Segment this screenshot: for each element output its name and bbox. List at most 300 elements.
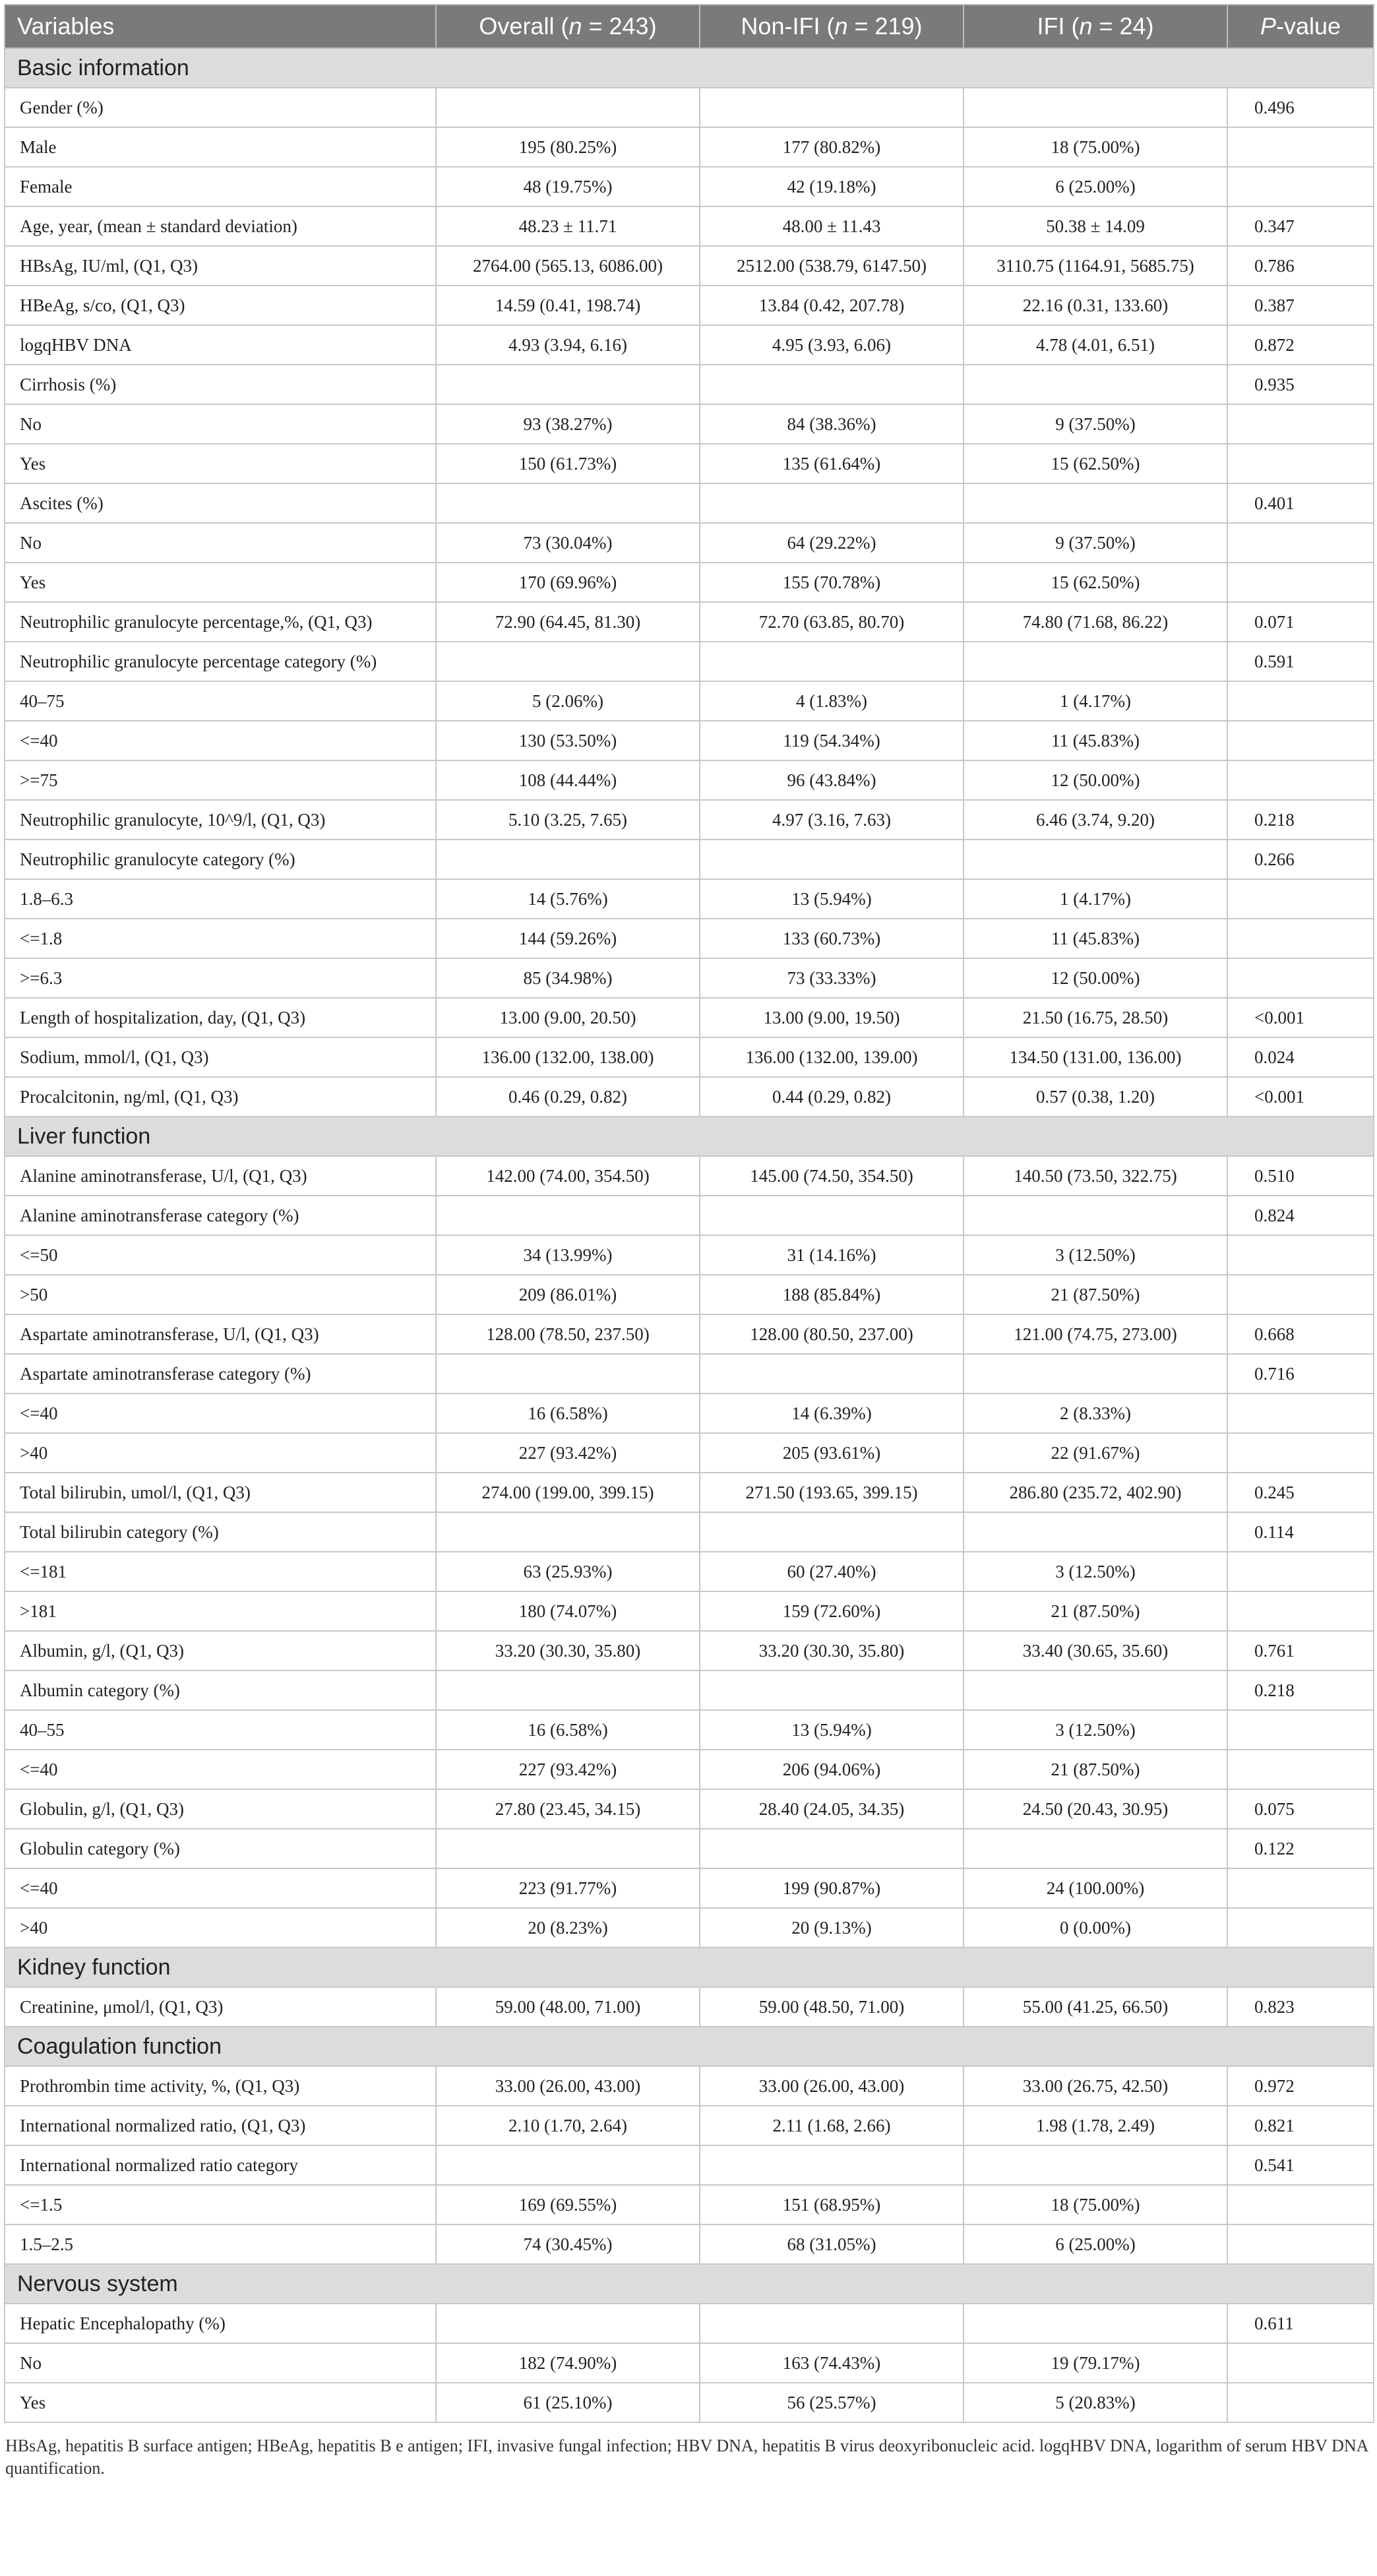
- non-ifi-cell: 33.00 (26.00, 43.00): [700, 2066, 964, 2106]
- pvalue-cell: 0.972: [1227, 2066, 1374, 2106]
- variable-cell: Total bilirubin category (%): [5, 1512, 436, 1552]
- header-overall-pre: Overall (: [479, 13, 569, 40]
- non-ifi-cell: [700, 2304, 964, 2343]
- variable-cell: Prothrombin time activity, %, (Q1, Q3): [5, 2066, 436, 2106]
- table-row: [5, 1394, 1374, 1433]
- pvalue-cell: [1227, 523, 1374, 563]
- ifi-cell: [964, 1354, 1227, 1394]
- variable-cell: No: [5, 523, 436, 563]
- pvalue-cell: 0.716: [1227, 1354, 1374, 1394]
- ifi-cell: 24 (100.00%): [964, 1868, 1227, 1908]
- table-row: [5, 1591, 1374, 1631]
- header-non-ifi-post: = 219): [847, 13, 923, 40]
- overall-cell: 136.00 (132.00, 138.00): [436, 1037, 700, 1077]
- overall-cell: 227 (93.42%): [436, 1750, 700, 1789]
- non-ifi-cell: 13 (5.94%): [700, 879, 964, 919]
- overall-cell: 20 (8.23%): [436, 1908, 700, 1947]
- header-ifi-n: n: [1079, 13, 1093, 40]
- variable-cell: Gender (%): [5, 88, 436, 127]
- ifi-cell: [964, 642, 1227, 681]
- pvalue-cell: 0.024: [1227, 1037, 1374, 1077]
- overall-cell: 180 (74.07%): [436, 1591, 700, 1631]
- pvalue-cell: 0.496: [1227, 88, 1374, 127]
- table-row: [5, 246, 1374, 286]
- header-overall-post: = 243): [582, 13, 657, 40]
- pvalue-cell: 0.824: [1227, 1196, 1374, 1235]
- pvalue-cell: 0.114: [1227, 1512, 1374, 1552]
- non-ifi-cell: 96 (43.84%): [700, 760, 964, 800]
- table-row: [5, 840, 1374, 879]
- ifi-cell: [964, 2145, 1227, 2185]
- non-ifi-cell: 42 (19.18%): [700, 167, 964, 206]
- ifi-cell: 12 (50.00%): [964, 958, 1227, 998]
- table-body: [5, 48, 1374, 2422]
- non-ifi-cell: 151 (68.95%): [700, 2185, 964, 2224]
- variable-cell: Neutrophilic granulocyte percentage,%, (Q1, Q3): [5, 602, 436, 642]
- non-ifi-cell: 271.50 (193.65, 399.15): [700, 1473, 964, 1512]
- non-ifi-cell: 133 (60.73%): [700, 919, 964, 958]
- overall-cell: [436, 1671, 700, 1710]
- variable-cell: <=50: [5, 1235, 436, 1275]
- non-ifi-cell: 59.00 (48.50, 71.00): [700, 1987, 964, 2027]
- table-row: [5, 286, 1374, 325]
- non-ifi-cell: 4.95 (3.93, 6.06): [700, 325, 964, 365]
- overall-cell: 33.00 (26.00, 43.00): [436, 2066, 700, 2106]
- variable-cell: 1.5–2.5: [5, 2224, 436, 2264]
- ifi-cell: 55.00 (41.25, 66.50): [964, 1987, 1227, 2027]
- overall-cell: [436, 2304, 700, 2343]
- section-header-row: [5, 1947, 1374, 1987]
- ifi-cell: [964, 1196, 1227, 1235]
- overall-cell: 274.00 (199.00, 399.15): [436, 1473, 700, 1512]
- non-ifi-cell: [700, 1196, 964, 1235]
- ifi-cell: 0 (0.00%): [964, 1908, 1227, 1947]
- non-ifi-cell: 0.44 (0.29, 0.82): [700, 1077, 964, 1117]
- table-row: [5, 1829, 1374, 1868]
- overall-cell: [436, 483, 700, 523]
- header-variables: Variables: [5, 5, 436, 48]
- pvalue-cell: [1227, 2383, 1374, 2422]
- ifi-cell: 15 (62.50%): [964, 444, 1227, 483]
- pvalue-cell: [1227, 1908, 1374, 1947]
- table-row: [5, 1235, 1374, 1275]
- pvalue-cell: 0.935: [1227, 365, 1374, 404]
- non-ifi-cell: 188 (85.84%): [700, 1275, 964, 1314]
- overall-cell: 142.00 (74.00, 354.50): [436, 1156, 700, 1196]
- non-ifi-cell: 2.11 (1.68, 2.66): [700, 2106, 964, 2145]
- variable-cell: <=40: [5, 1394, 436, 1433]
- overall-cell: 14.59 (0.41, 198.74): [436, 286, 700, 325]
- ifi-cell: 6 (25.00%): [964, 2224, 1227, 2264]
- pvalue-cell: 0.245: [1227, 1473, 1374, 1512]
- overall-cell: 150 (61.73%): [436, 444, 700, 483]
- overall-cell: 227 (93.42%): [436, 1433, 700, 1473]
- non-ifi-cell: 13.00 (9.00, 19.50): [700, 998, 964, 1037]
- ifi-cell: [964, 1671, 1227, 1710]
- header-overall-n: n: [568, 13, 582, 40]
- pvalue-cell: 0.347: [1227, 206, 1374, 246]
- non-ifi-cell: [700, 840, 964, 879]
- non-ifi-cell: 84 (38.36%): [700, 404, 964, 444]
- non-ifi-cell: [700, 1354, 964, 1394]
- overall-cell: 14 (5.76%): [436, 879, 700, 919]
- non-ifi-cell: 33.20 (30.30, 35.80): [700, 1631, 964, 1671]
- variable-cell: Yes: [5, 444, 436, 483]
- ifi-cell: 1 (4.17%): [964, 681, 1227, 721]
- overall-cell: 61 (25.10%): [436, 2383, 700, 2422]
- variable-cell: Female: [5, 167, 436, 206]
- overall-cell: 93 (38.27%): [436, 404, 700, 444]
- non-ifi-cell: 206 (94.06%): [700, 1750, 964, 1789]
- non-ifi-cell: 119 (54.34%): [700, 721, 964, 760]
- table-row: [5, 404, 1374, 444]
- pvalue-cell: [1227, 2224, 1374, 2264]
- variable-cell: >40: [5, 1433, 436, 1473]
- overall-cell: 34 (13.99%): [436, 1235, 700, 1275]
- variable-cell: Albumin, g/l, (Q1, Q3): [5, 1631, 436, 1671]
- table-row: [5, 127, 1374, 167]
- header-non-ifi: [700, 5, 964, 48]
- non-ifi-cell: 64 (29.22%): [700, 523, 964, 563]
- header-pvalue-p: P: [1260, 13, 1276, 40]
- variable-cell: Globulin category (%): [5, 1829, 436, 1868]
- non-ifi-cell: 199 (90.87%): [700, 1868, 964, 1908]
- table-row: [5, 1156, 1374, 1196]
- table-row: [5, 365, 1374, 404]
- pvalue-cell: [1227, 1868, 1374, 1908]
- table-row: [5, 1314, 1374, 1354]
- overall-cell: 108 (44.44%): [436, 760, 700, 800]
- ifi-cell: 11 (45.83%): [964, 721, 1227, 760]
- ifi-cell: 21 (87.50%): [964, 1275, 1227, 1314]
- pvalue-cell: 0.821: [1227, 2106, 1374, 2145]
- table-row: [5, 2145, 1374, 2185]
- header-ifi-post: = 24): [1092, 13, 1154, 40]
- overall-cell: 16 (6.58%): [436, 1710, 700, 1750]
- non-ifi-cell: 48.00 ± 11.43: [700, 206, 964, 246]
- overall-cell: [436, 840, 700, 879]
- header-non-ifi-pre: Non-IFI (: [741, 13, 835, 40]
- non-ifi-cell: 73 (33.33%): [700, 958, 964, 998]
- variable-cell: logqHBV DNA: [5, 325, 436, 365]
- non-ifi-cell: [700, 88, 964, 127]
- section-header-row: [5, 2027, 1374, 2066]
- table-row: [5, 1196, 1374, 1235]
- pvalue-cell: [1227, 1433, 1374, 1473]
- table-row: [5, 998, 1374, 1037]
- non-ifi-cell: 145.00 (74.50, 354.50): [700, 1156, 964, 1196]
- pvalue-cell: 0.510: [1227, 1156, 1374, 1196]
- ifi-cell: 19 (79.17%): [964, 2343, 1227, 2383]
- overall-cell: 128.00 (78.50, 237.50): [436, 1314, 700, 1354]
- ifi-cell: 3 (12.50%): [964, 1235, 1227, 1275]
- ifi-cell: [964, 1512, 1227, 1552]
- pvalue-cell: [1227, 404, 1374, 444]
- variable-cell: Alanine aminotransferase category (%): [5, 1196, 436, 1235]
- pvalue-cell: 0.611: [1227, 2304, 1374, 2343]
- ifi-cell: 134.50 (131.00, 136.00): [964, 1037, 1227, 1077]
- table-row: [5, 1987, 1374, 2027]
- overall-cell: 0.46 (0.29, 0.82): [436, 1077, 700, 1117]
- pvalue-cell: 0.122: [1227, 1829, 1374, 1868]
- non-ifi-cell: 28.40 (24.05, 34.35): [700, 1789, 964, 1829]
- pvalue-cell: 0.218: [1227, 1671, 1374, 1710]
- variable-cell: <=40: [5, 1868, 436, 1908]
- ifi-cell: 286.80 (235.72, 402.90): [964, 1473, 1227, 1512]
- pvalue-cell: [1227, 1394, 1374, 1433]
- pvalue-cell: 0.761: [1227, 1631, 1374, 1671]
- pvalue-cell: [1227, 1235, 1374, 1275]
- ifi-cell: 140.50 (73.50, 322.75): [964, 1156, 1227, 1196]
- ifi-cell: 22.16 (0.31, 133.60): [964, 286, 1227, 325]
- table-footnote: HBsAg, hepatitis B surface antigen; HBeAg, hepatitis B e antigen; IFI, invasive fungal infection; HBV DNA, hepatitis B virus deoxyribonucleic acid. logqHBV DNA, logarithm of serum HBV DNA quantification.: [5, 2436, 1368, 2478]
- overall-cell: [436, 88, 700, 127]
- non-ifi-cell: 4 (1.83%): [700, 681, 964, 721]
- section-header-row: [5, 2264, 1374, 2304]
- non-ifi-cell: [700, 483, 964, 523]
- variable-cell: Aspartate aminotransferase category (%): [5, 1354, 436, 1394]
- overall-cell: 85 (34.98%): [436, 958, 700, 998]
- table-row: [5, 563, 1374, 602]
- pvalue-cell: [1227, 879, 1374, 919]
- overall-cell: 4.93 (3.94, 6.16): [436, 325, 700, 365]
- pvalue-cell: 0.786: [1227, 246, 1374, 286]
- header-row: [5, 5, 1374, 48]
- header-ifi-pre: IFI (: [1037, 13, 1080, 40]
- ifi-cell: 3 (12.50%): [964, 1710, 1227, 1750]
- pvalue-cell: [1227, 1552, 1374, 1591]
- overall-cell: 48.23 ± 11.71: [436, 206, 700, 246]
- table-row: [5, 1433, 1374, 1473]
- ifi-cell: 12 (50.00%): [964, 760, 1227, 800]
- variable-cell: <=1.5: [5, 2185, 436, 2224]
- ifi-cell: 6 (25.00%): [964, 167, 1227, 206]
- ifi-cell: 3 (12.50%): [964, 1552, 1227, 1591]
- variable-cell: No: [5, 2343, 436, 2383]
- variable-cell: International normalized ratio category: [5, 2145, 436, 2185]
- variable-cell: Sodium, mmol/l, (Q1, Q3): [5, 1037, 436, 1077]
- non-ifi-cell: 159 (72.60%): [700, 1591, 964, 1631]
- non-ifi-cell: 136.00 (132.00, 139.00): [700, 1037, 964, 1077]
- ifi-cell: 4.78 (4.01, 6.51): [964, 325, 1227, 365]
- ifi-cell: 0.57 (0.38, 1.20): [964, 1077, 1227, 1117]
- table-row: [5, 800, 1374, 840]
- table-row: [5, 2304, 1374, 2343]
- table-row: [5, 1750, 1374, 1789]
- ifi-cell: [964, 1829, 1227, 1868]
- header-non-ifi-n: n: [834, 13, 848, 40]
- variable-cell: <=40: [5, 1750, 436, 1789]
- overall-cell: 63 (25.93%): [436, 1552, 700, 1591]
- table-row: [5, 1354, 1374, 1394]
- non-ifi-cell: 14 (6.39%): [700, 1394, 964, 1433]
- non-ifi-cell: 2512.00 (538.79, 6147.50): [700, 246, 964, 286]
- non-ifi-cell: [700, 2145, 964, 2185]
- overall-cell: [436, 642, 700, 681]
- table-row: [5, 919, 1374, 958]
- variable-cell: 40–55: [5, 1710, 436, 1750]
- overall-cell: [436, 1354, 700, 1394]
- non-ifi-cell: 163 (74.43%): [700, 2343, 964, 2383]
- variable-cell: Yes: [5, 563, 436, 602]
- overall-cell: [436, 1512, 700, 1552]
- table-row: [5, 1077, 1374, 1117]
- variable-cell: >40: [5, 1908, 436, 1947]
- ifi-cell: 9 (37.50%): [964, 404, 1227, 444]
- table-row: [5, 721, 1374, 760]
- variable-cell: Procalcitonin, ng/ml, (Q1, Q3): [5, 1077, 436, 1117]
- ifi-cell: 18 (75.00%): [964, 2185, 1227, 2224]
- variable-cell: <=181: [5, 1552, 436, 1591]
- overall-cell: 5 (2.06%): [436, 681, 700, 721]
- non-ifi-cell: 135 (61.64%): [700, 444, 964, 483]
- pvalue-cell: [1227, 681, 1374, 721]
- overall-cell: 182 (74.90%): [436, 2343, 700, 2383]
- pvalue-cell: [1227, 1750, 1374, 1789]
- pvalue-cell: 0.071: [1227, 602, 1374, 642]
- ifi-cell: 6.46 (3.74, 9.20): [964, 800, 1227, 840]
- pvalue-cell: 0.591: [1227, 642, 1374, 681]
- pvalue-cell: [1227, 1710, 1374, 1750]
- overall-cell: 73 (30.04%): [436, 523, 700, 563]
- overall-cell: 27.80 (23.45, 34.15): [436, 1789, 700, 1829]
- pvalue-cell: 0.823: [1227, 1987, 1374, 2027]
- table-row: [5, 2185, 1374, 2224]
- non-ifi-cell: 177 (80.82%): [700, 127, 964, 167]
- non-ifi-cell: 31 (14.16%): [700, 1235, 964, 1275]
- table-row: [5, 1908, 1374, 1947]
- non-ifi-cell: 128.00 (80.50, 237.00): [700, 1314, 964, 1354]
- table-row: [5, 325, 1374, 365]
- overall-cell: 59.00 (48.00, 71.00): [436, 1987, 700, 2027]
- section-header-row: [5, 1117, 1374, 1156]
- variable-cell: Albumin category (%): [5, 1671, 436, 1710]
- pvalue-cell: 0.218: [1227, 800, 1374, 840]
- overall-cell: 2.10 (1.70, 2.64): [436, 2106, 700, 2145]
- non-ifi-cell: 13.84 (0.42, 207.78): [700, 286, 964, 325]
- overall-cell: 33.20 (30.30, 35.80): [436, 1631, 700, 1671]
- ifi-cell: 21 (87.50%): [964, 1591, 1227, 1631]
- ifi-cell: [964, 483, 1227, 523]
- pvalue-cell: [1227, 1275, 1374, 1314]
- pvalue-cell: [1227, 2343, 1374, 2383]
- non-ifi-cell: 205 (93.61%): [700, 1433, 964, 1473]
- overall-cell: [436, 365, 700, 404]
- variable-cell: Yes: [5, 2383, 436, 2422]
- non-ifi-cell: [700, 365, 964, 404]
- ifi-cell: 2 (8.33%): [964, 1394, 1227, 1433]
- pvalue-cell: [1227, 444, 1374, 483]
- table-row: [5, 879, 1374, 919]
- ifi-cell: 9 (37.50%): [964, 523, 1227, 563]
- overall-cell: [436, 1196, 700, 1235]
- table-row: [5, 602, 1374, 642]
- table-row: [5, 1037, 1374, 1077]
- ifi-cell: 15 (62.50%): [964, 563, 1227, 602]
- table-row: [5, 681, 1374, 721]
- table-row: [5, 1473, 1374, 1512]
- variable-cell: Ascites (%): [5, 483, 436, 523]
- table-row: [5, 167, 1374, 206]
- variable-cell: 1.8–6.3: [5, 879, 436, 919]
- variable-cell: HBsAg, IU/ml, (Q1, Q3): [5, 246, 436, 286]
- non-ifi-cell: 56 (25.57%): [700, 2383, 964, 2422]
- variable-cell: HBeAg, s/co, (Q1, Q3): [5, 286, 436, 325]
- header-pvalue-post: -value: [1275, 13, 1341, 40]
- ifi-cell: 24.50 (20.43, 30.95): [964, 1789, 1227, 1829]
- table-row: [5, 1275, 1374, 1314]
- pvalue-cell: [1227, 2185, 1374, 2224]
- overall-cell: 5.10 (3.25, 7.65): [436, 800, 700, 840]
- section-header-row: [5, 48, 1374, 88]
- non-ifi-cell: [700, 1829, 964, 1868]
- variable-cell: >=6.3: [5, 958, 436, 998]
- pvalue-cell: [1227, 958, 1374, 998]
- ifi-cell: [964, 840, 1227, 879]
- variable-cell: Neutrophilic granulocyte percentage category (%): [5, 642, 436, 681]
- section-title: Coagulation function: [5, 2027, 1374, 2066]
- overall-cell: 144 (59.26%): [436, 919, 700, 958]
- ifi-cell: 1 (4.17%): [964, 879, 1227, 919]
- ifi-cell: 33.00 (26.75, 42.50): [964, 2066, 1227, 2106]
- ifi-cell: 121.00 (74.75, 273.00): [964, 1314, 1227, 1354]
- table-row: [5, 444, 1374, 483]
- overall-cell: 2764.00 (565.13, 6086.00): [436, 246, 700, 286]
- ifi-cell: 21 (87.50%): [964, 1750, 1227, 1789]
- overall-cell: 223 (91.77%): [436, 1868, 700, 1908]
- overall-cell: 209 (86.01%): [436, 1275, 700, 1314]
- variable-cell: Creatinine, μmol/l, (Q1, Q3): [5, 1987, 436, 2027]
- variable-cell: >50: [5, 1275, 436, 1314]
- overall-cell: 130 (53.50%): [436, 721, 700, 760]
- table-row: [5, 760, 1374, 800]
- ifi-cell: 1.98 (1.78, 2.49): [964, 2106, 1227, 2145]
- pvalue-cell: [1227, 760, 1374, 800]
- table-row: [5, 523, 1374, 563]
- non-ifi-cell: 13 (5.94%): [700, 1710, 964, 1750]
- non-ifi-cell: [700, 1512, 964, 1552]
- non-ifi-cell: 4.97 (3.16, 7.63): [700, 800, 964, 840]
- variable-cell: Age, year, (mean ± standard deviation): [5, 206, 436, 246]
- non-ifi-cell: 155 (70.78%): [700, 563, 964, 602]
- non-ifi-cell: 20 (9.13%): [700, 1908, 964, 1947]
- table-row: [5, 1868, 1374, 1908]
- non-ifi-cell: 60 (27.40%): [700, 1552, 964, 1591]
- overall-cell: 170 (69.96%): [436, 563, 700, 602]
- ifi-cell: 22 (91.67%): [964, 1433, 1227, 1473]
- variable-cell: >=75: [5, 760, 436, 800]
- variable-cell: Alanine aminotransferase, U/l, (Q1, Q3): [5, 1156, 436, 1196]
- table-row: [5, 1631, 1374, 1671]
- pvalue-cell: 0.401: [1227, 483, 1374, 523]
- overall-cell: 195 (80.25%): [436, 127, 700, 167]
- overall-cell: 16 (6.58%): [436, 1394, 700, 1433]
- table-container: [4, 4, 1373, 2480]
- pvalue-cell: 0.668: [1227, 1314, 1374, 1354]
- pvalue-cell: [1227, 721, 1374, 760]
- ifi-cell: 5 (20.83%): [964, 2383, 1227, 2422]
- pvalue-cell: [1227, 167, 1374, 206]
- header-ifi: [964, 5, 1227, 48]
- table-row: [5, 483, 1374, 523]
- ifi-cell: [964, 88, 1227, 127]
- non-ifi-cell: [700, 1671, 964, 1710]
- table-row: [5, 2343, 1374, 2383]
- variable-cell: Length of hospitalization, day, (Q1, Q3): [5, 998, 436, 1037]
- ifi-cell: [964, 2304, 1227, 2343]
- pvalue-cell: 0.387: [1227, 286, 1374, 325]
- ifi-cell: 21.50 (16.75, 28.50): [964, 998, 1227, 1037]
